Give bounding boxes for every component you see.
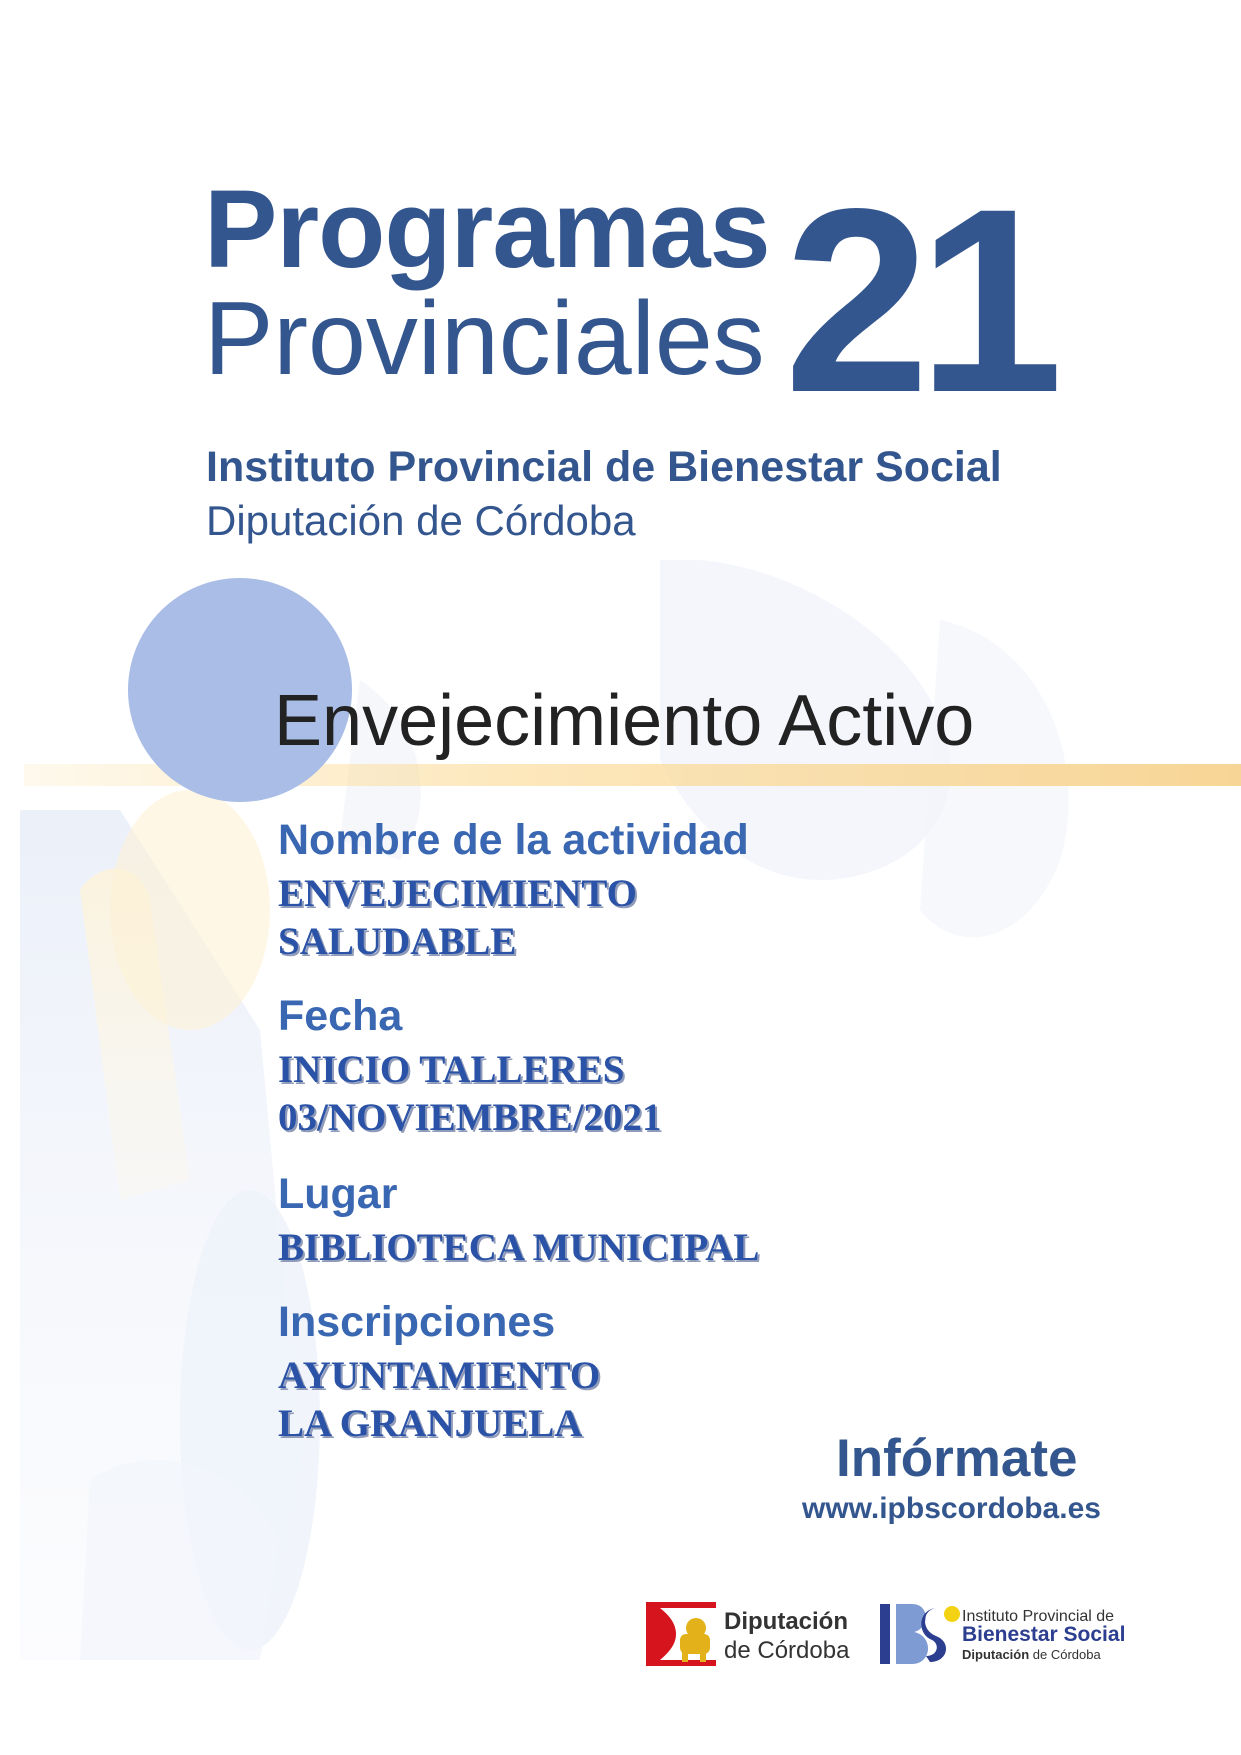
date-value-line2: 03/NOVIEMBRE/2021: [278, 1096, 662, 1139]
activity-label: Nombre de la actividad: [278, 816, 749, 864]
date-label: Fecha: [278, 992, 403, 1040]
website-link[interactable]: www.ipbscordoba.es: [802, 1492, 1101, 1525]
institute-subtitle: Diputación de Córdoba: [206, 497, 636, 544]
activity-value-line1: ENVEJECIMIENTO: [278, 872, 638, 915]
signup-value-line1: AYUNTAMIENTO: [278, 1354, 601, 1397]
date-value-line1: INICIO TALLERES: [278, 1048, 625, 1091]
informate-heading: Infórmate: [836, 1429, 1078, 1488]
ipbs-logo-line3: [962, 1647, 1101, 1662]
place-value: BIBLIOTECA MUNICIPAL: [278, 1226, 760, 1269]
ipbs-logo-line2: Bienestar Social: [962, 1623, 1126, 1646]
diputacion-logo-line2: de Córdoba: [724, 1637, 850, 1664]
institute-name: Instituto Provincial de Bienestar Social: [206, 443, 1002, 491]
ipbs-logo-line3-rest: de Córdoba: [1029, 1647, 1101, 1662]
signup-value-line2: LA GRANJUELA: [278, 1402, 583, 1445]
header-title-line1: Programas: [204, 168, 770, 291]
place-label: Lugar: [278, 1170, 398, 1218]
ipbs-logo-line1: Instituto Provincial de: [962, 1608, 1115, 1625]
header-title-line2: Provinciales: [204, 281, 765, 397]
signup-label: Inscripciones: [278, 1298, 556, 1346]
header-number: 21: [784, 154, 1052, 447]
activity-value-line2: SALUDABLE: [278, 920, 517, 963]
diputacion-logo-line1: Diputación: [724, 1608, 848, 1635]
ipbs-logo-icon: [878, 1598, 968, 1668]
program-title: Envejecimiento Activo: [274, 681, 975, 761]
ipbs-logo-line3-bold: Diputación: [962, 1647, 1030, 1662]
